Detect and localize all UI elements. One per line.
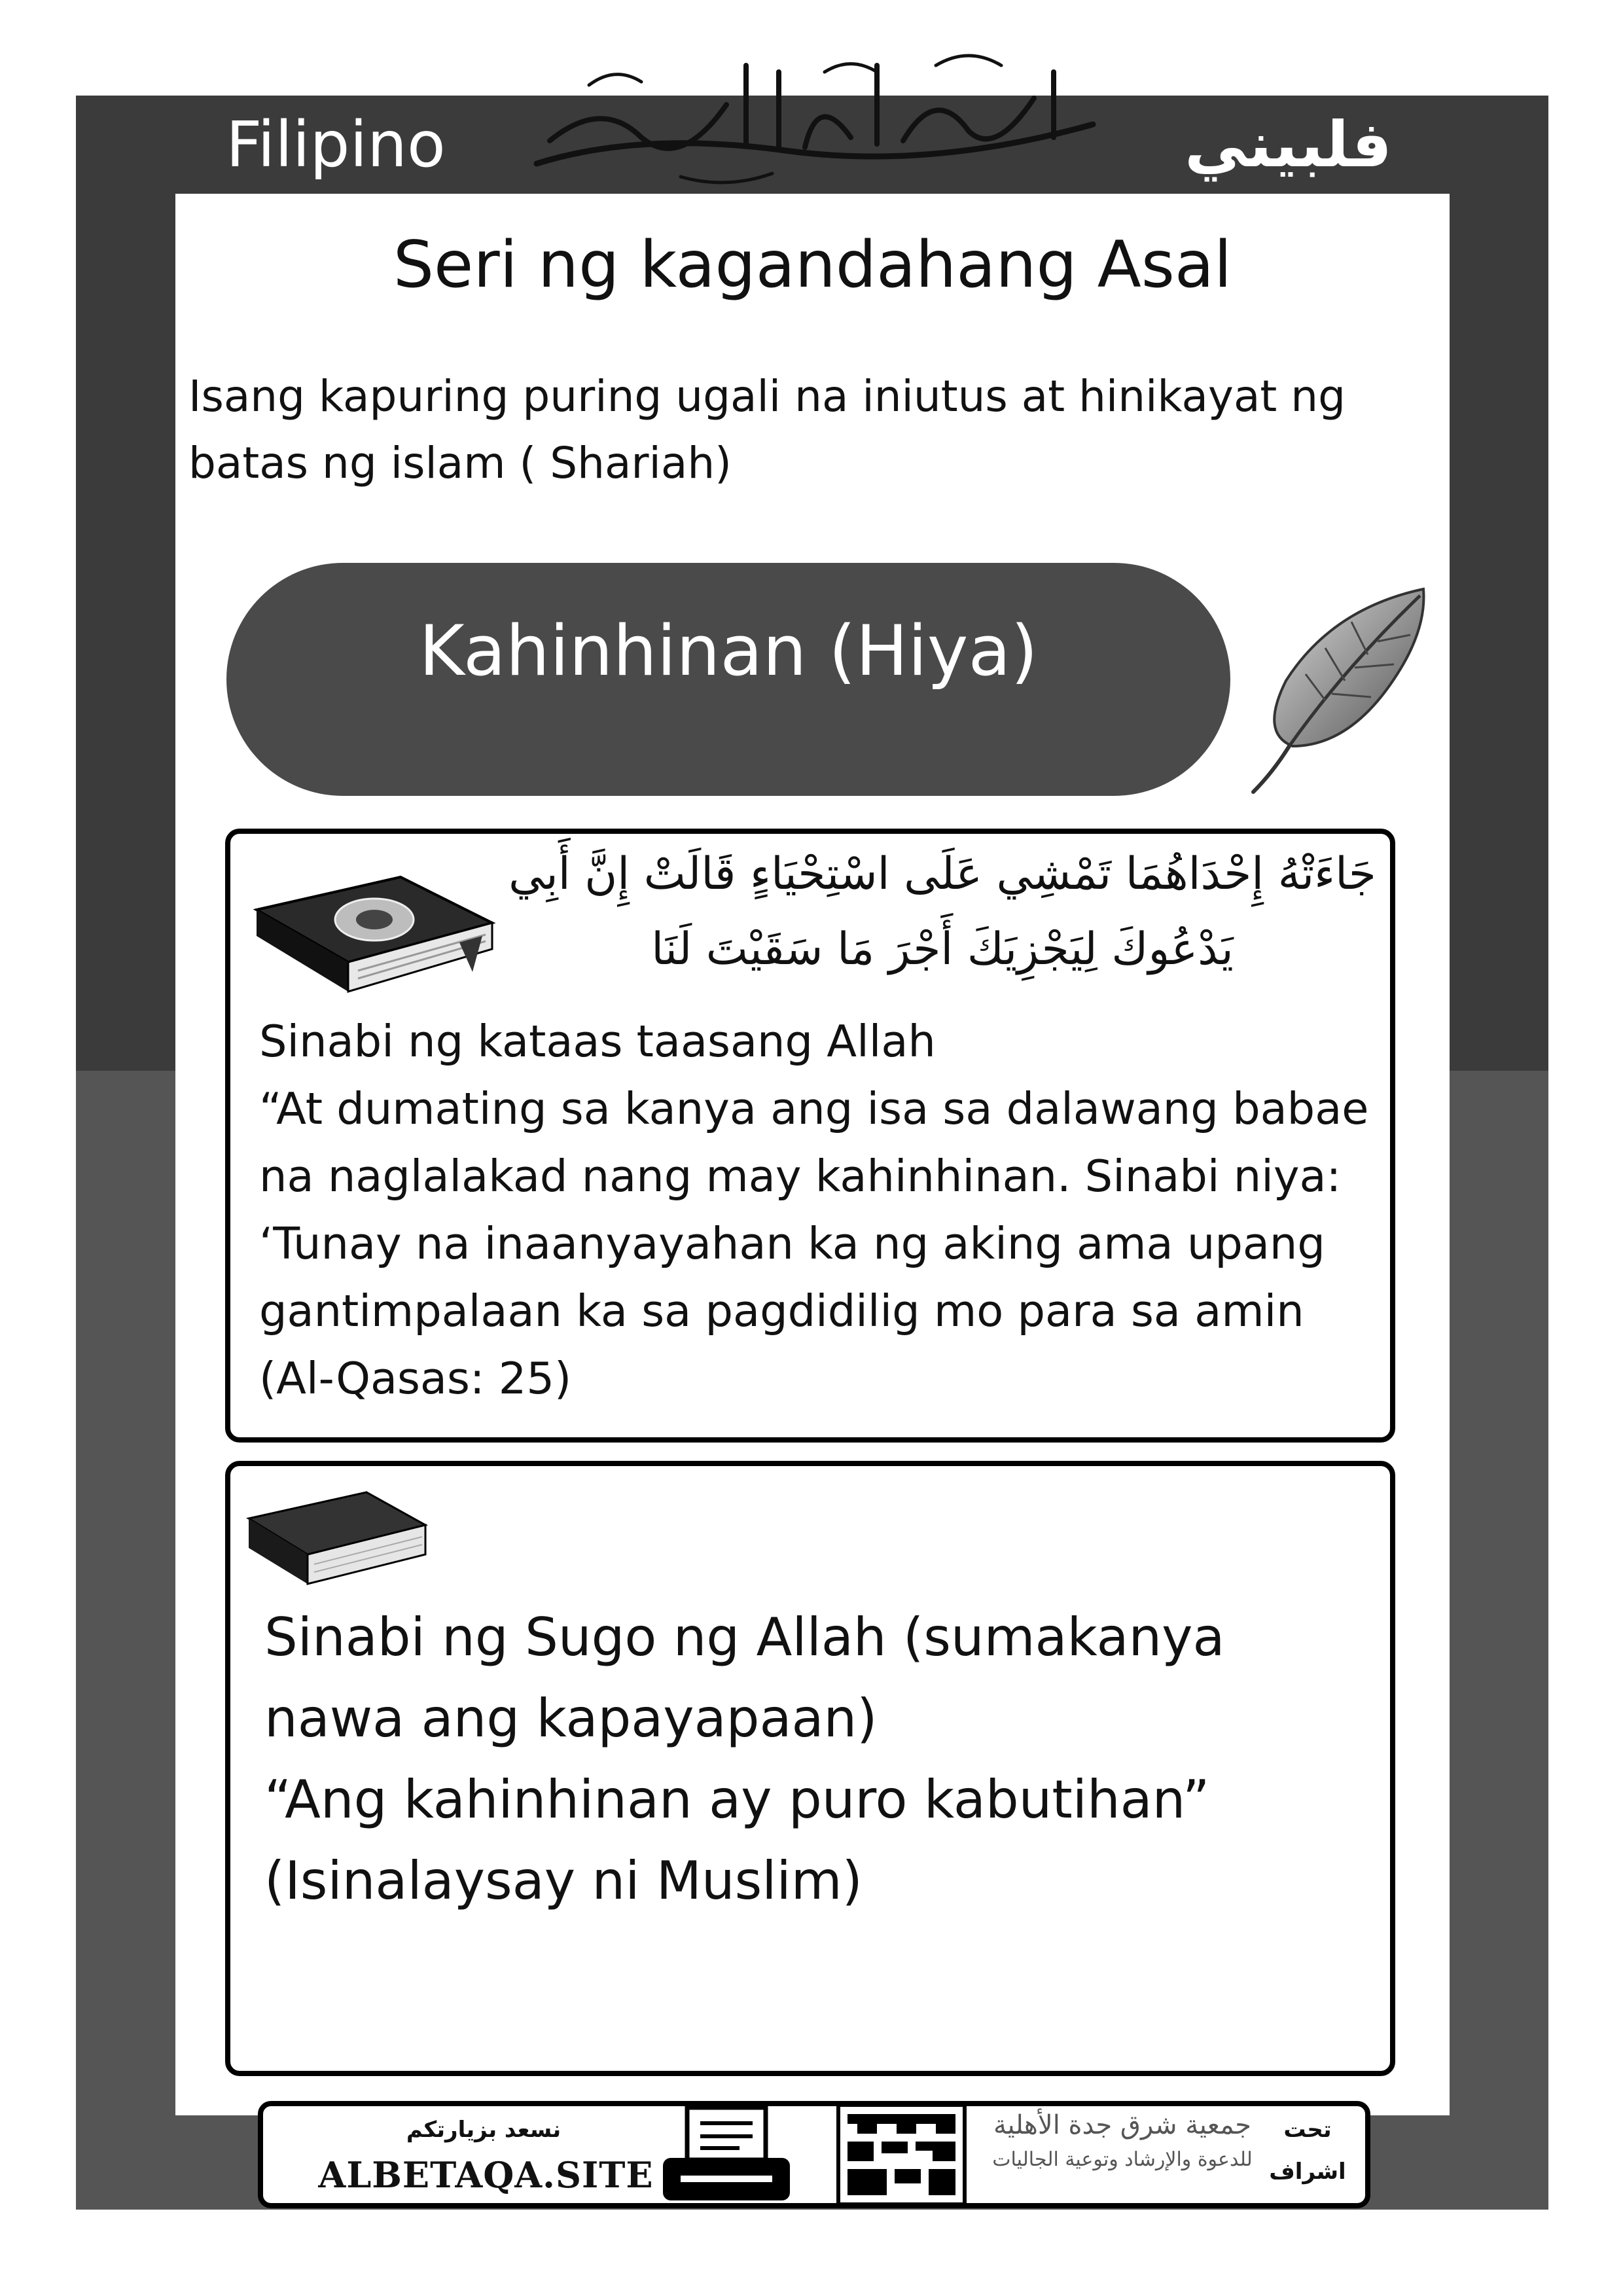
association-name: جمعية شرق جدة الأهلية bbox=[993, 2110, 1251, 2140]
footer-site-link[interactable]: ALBETAQA.SITE bbox=[318, 2154, 654, 2196]
hadith-line: “Ang kahinhinan ay puro kabutihan” bbox=[264, 1769, 1210, 1830]
quran-line: ‘Tunay na inaanyayahan ka ng aking ama upang bbox=[259, 1218, 1325, 1269]
printer-icon bbox=[658, 2102, 795, 2207]
association-logo-text bbox=[988, 2105, 1257, 2174]
hadith-line: nawa ang kapayapaan) bbox=[264, 1688, 878, 1749]
quran-translation bbox=[259, 1008, 1391, 1412]
quran-line: na naglalakad nang may kahinhinan. Sinabi niya: bbox=[259, 1151, 1342, 1202]
language-label-arabic: فلبيني bbox=[1185, 108, 1392, 181]
quran-arabic-text bbox=[497, 836, 1387, 987]
basmala-calligraphy bbox=[510, 26, 1119, 203]
topic-label: Kahinhinan (Hiya) bbox=[419, 611, 1038, 691]
association-subtitle: للدعوة والإرشاد وتوعية الجاليات bbox=[992, 2148, 1253, 2171]
quran-line: Sinabi ng kataas taasang Allah bbox=[259, 1016, 936, 1067]
quran-line: “At dumating sa kanya ang isa sa dalawang babae bbox=[259, 1083, 1369, 1134]
quran-reference: (Al-Qasas: 25) bbox=[259, 1353, 572, 1404]
language-tab-arabic bbox=[1127, 96, 1450, 194]
hadith-text bbox=[264, 1597, 1377, 1922]
language-tab-filipino bbox=[175, 96, 496, 194]
language-label-filipino: Filipino bbox=[226, 108, 446, 181]
hadith-reference: (Isinalaysay ni Muslim) bbox=[264, 1850, 863, 1911]
kufic-logo bbox=[834, 2101, 969, 2208]
footer-welcome-text: نسعد بزيارتكم bbox=[406, 2117, 562, 2143]
quran-arabic-line: يَدْعُوكَ لِيَجْزِيَكَ أَجْرَ مَا سَقَيْتَ لَنَا bbox=[651, 924, 1234, 975]
quran-line: gantimpalaan ka sa pagdidilig mo para sa amin bbox=[259, 1285, 1304, 1336]
supervision-label bbox=[1262, 2109, 1353, 2193]
hadith-line: Sinabi ng Sugo ng Allah (sumakanya bbox=[264, 1607, 1225, 1668]
page-title: Seri ng kagandahang Asal bbox=[393, 228, 1232, 302]
supervision-line: تحت bbox=[1283, 2117, 1332, 2143]
closed-book-icon bbox=[242, 1486, 429, 1590]
supervision-line: اشراف bbox=[1269, 2159, 1346, 2185]
leaf-icon bbox=[1247, 583, 1430, 798]
quran-arabic-line: جَاءَتْهُ إِحْدَاهُمَا تَمْشِي عَلَى اسْتِحْيَاءٍ قَالَتْ إِنَّ أَبِي bbox=[508, 848, 1376, 900]
quran-book-icon bbox=[250, 864, 499, 1001]
topic-banner bbox=[226, 563, 1230, 796]
intro-text: Isang kapuring puring ugali na iniutus at hinikayat ng batas ng islam ( Shariah) bbox=[188, 371, 1346, 488]
